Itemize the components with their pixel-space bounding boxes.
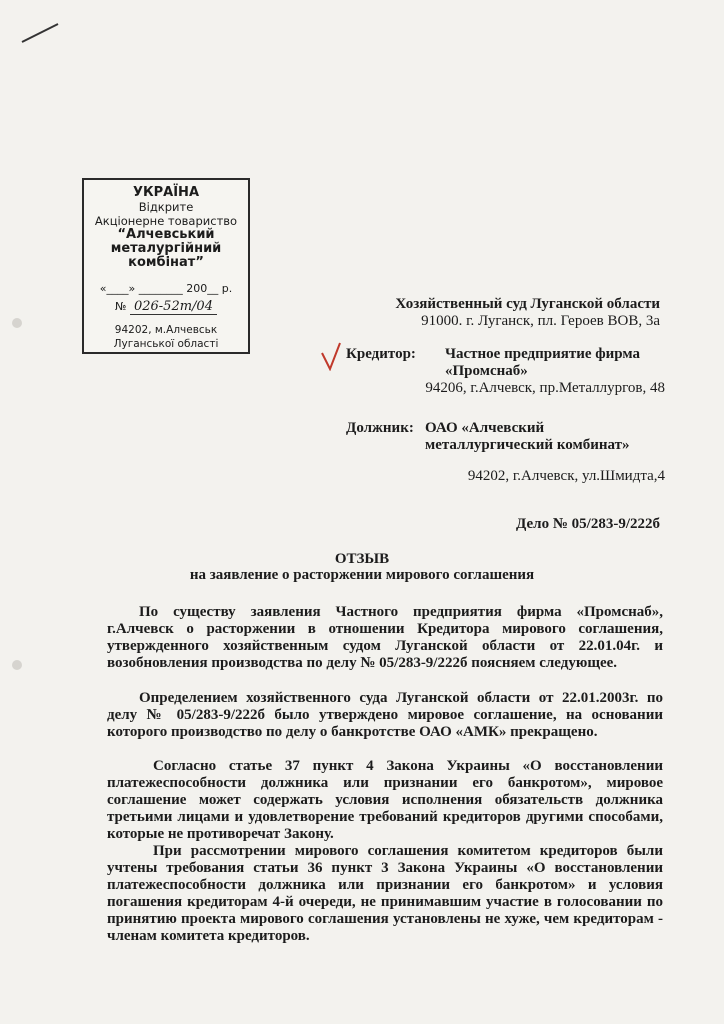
stamp-line: Акціонерне товариство — [94, 214, 238, 228]
creditor-label: Кредитор: — [346, 346, 416, 362]
creditor-address: 94206, г.Алчевск, пр.Металлургов, 48 — [425, 380, 665, 396]
creditor-name: «Промснаб» — [445, 363, 528, 379]
company-stamp — [82, 178, 250, 354]
body-paragraph: По существу заявления Частного предприятия фирма «Промснаб», г.Алчевск о расторжении в отношении Кредитора мирового соглашения, утвержденного хозяйственным судом Луганской области от 22.01.04г. и возобновления производства по делу № 05/283-9/222б поясняем следующее. — [107, 604, 663, 671]
addressee-block — [360, 296, 660, 330]
court-name: Хозяйственный суд Луганской области — [395, 296, 660, 312]
stamp-number — [84, 300, 248, 314]
punch-holes — [0, 0, 30, 1024]
debtor-name: металлургический комбинат» — [425, 437, 630, 453]
case-number: Дело № 05/283-9/222б — [516, 516, 660, 532]
punch-hole — [12, 660, 22, 670]
debtor-details — [425, 420, 665, 485]
stamp-company-name: “Алчевський — [117, 227, 215, 242]
stamp-country: УКРАЇНА — [132, 185, 199, 200]
body-paragraph: При рассмотрении мирового соглашения комитетом кредиторов были учтены требования статьи 36 пункт 3 Закона Украины «О восстановлении платежеспособности должника или признании его банкротом» и условия погашения кредиторам 4-й очереди, не принимавшим участие в голосовании по принятию проекта мирового соглашения установлены не хуже, чем кредиторам - членам комитета кредиторов. — [107, 843, 663, 944]
stamp-line: Відкрите — [138, 200, 194, 214]
debtor-name: ОАО «Алчевский — [425, 420, 545, 436]
stamp-number-value: 026-52т/04 — [130, 299, 217, 315]
body-paragraph: Согласно статье 37 пункт 4 Закона Украины «О восстановлении платежеспособности должника или признании его банкротом», мировое соглашение может содержать условия исполнения обязательств должника третьими лицами и удовлетворение требований кредиторов другими способами, которые не противоречат Закону. — [107, 758, 663, 842]
punch-hole — [12, 318, 22, 328]
stamp-date-line: «____» ________ 200__ р. — [99, 282, 233, 295]
document-subtitle: на заявление о расторжении мирового соглашения — [189, 567, 535, 583]
body-paragraph: Определением хозяйственного суда Луганской области от 22.01.2003г. по делу № 05/283-9/222б было утверждено мировое соглашение, на основании которого производство по делу о банкротстве ОАО «АМК» прекращено. — [107, 690, 663, 740]
debtor-label: Должник: — [346, 420, 414, 436]
check-mark-icon — [320, 341, 342, 371]
stamp-company-name: комбінат” — [128, 255, 204, 270]
stamp-company-name: металургійний — [110, 241, 222, 256]
stamp-address: Луганської області — [113, 338, 219, 350]
debtor-address: 94202, г.Алчевск, ул.Шмидта,4 — [467, 468, 665, 484]
pen-mark-icon — [20, 22, 60, 44]
creditor-name: Частное предприятие фирма — [445, 346, 641, 362]
document-title: ОТЗЫВ — [334, 551, 390, 567]
creditor-details — [425, 346, 665, 397]
stamp-number-prefix: № — [115, 300, 127, 313]
court-address: 91000. г. Луганск, пл. Героев ВОВ, 3а — [421, 313, 660, 329]
stamp-address: 94202, м.Алчевськ — [114, 324, 218, 336]
